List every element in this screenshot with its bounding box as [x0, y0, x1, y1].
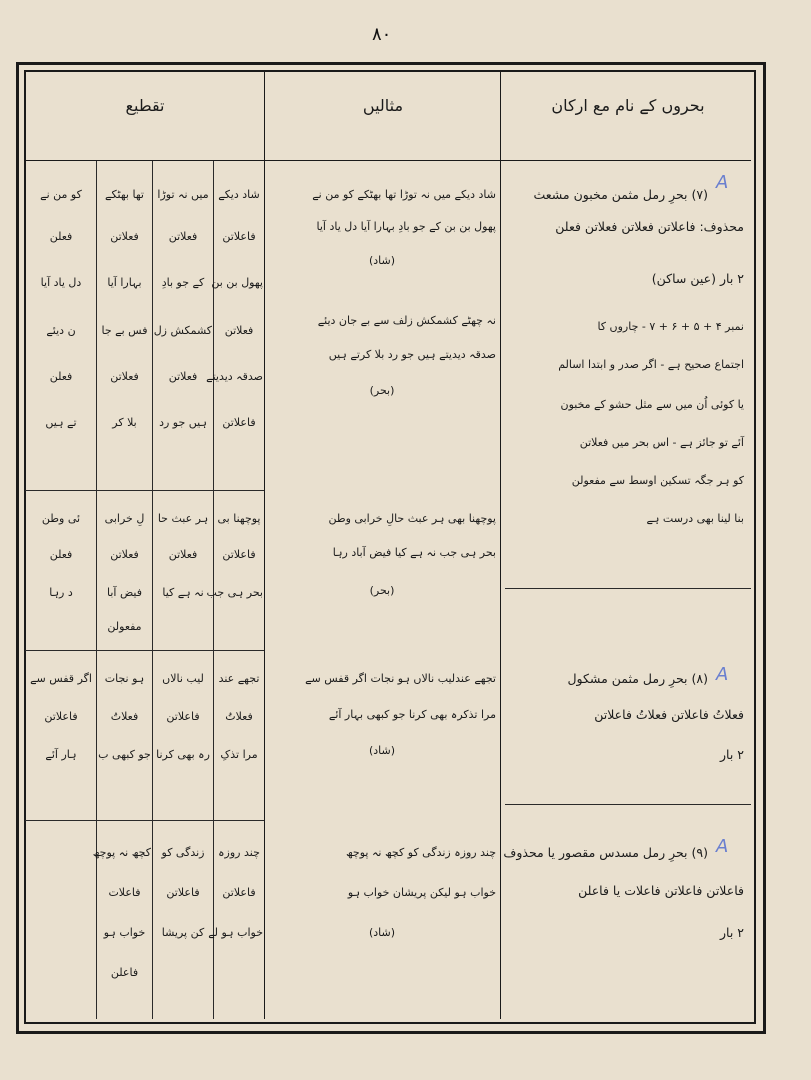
header-bahr: بحروں کے نام مع ارکان	[551, 96, 705, 115]
taqti-cell: فعلن	[49, 230, 73, 243]
divider-taqti-misalein	[264, 71, 265, 1019]
taqti-cell: فاعلن	[110, 966, 139, 979]
bahr-name: (۷) بحرِ رمل مثمن مخبون مشعث	[533, 187, 708, 202]
margin-mark: A	[716, 172, 729, 193]
taqti-subcol-2	[152, 161, 153, 1019]
bahr-note: ۲ بار	[719, 925, 744, 940]
taqti-cell: کے جو بادِ	[161, 276, 205, 289]
taqti-cell: فاعلاتن	[166, 886, 200, 899]
taqti-cell: فاعلاتن	[222, 416, 256, 429]
example-line: شاد دیکے میں نہ توڑا تھا بھٹکے کو من نے	[312, 188, 496, 201]
taqti-cell: فعلاتن	[168, 548, 198, 561]
taqti-cell: ہو نجات	[104, 672, 145, 685]
taqti-cell: اگر قفس سے	[30, 672, 92, 685]
taqti-cell: نہ ہے کیا	[162, 586, 204, 599]
taqti-cell: فاعلات	[108, 886, 141, 899]
bahr-name: (۸) بحرِ رمل مثمن مشکول	[567, 671, 708, 686]
taqti-cell: بحر ہی جب	[206, 586, 263, 599]
taqti-row-separator-3	[25, 820, 264, 821]
header-rule	[25, 160, 751, 161]
taqti-cell: تجھے عند	[218, 672, 260, 685]
taqti-cell: کچھ نہ پوچھ	[92, 846, 151, 859]
taqti-cell: میں نہ توڑا	[157, 188, 209, 201]
margin-mark: A	[716, 836, 729, 857]
divider-misalein-bahr	[500, 71, 501, 1019]
taqti-cell: فعلاتن	[110, 370, 139, 383]
example-line: بحر ہی جب نہ ہے کیا فیض آباد رہا	[332, 546, 496, 559]
taqti-cell: جو کبھی ب	[98, 748, 151, 761]
taqti-cell: فاعلاتن	[44, 710, 78, 723]
taqti-cell: فعلاتن	[110, 230, 139, 243]
taqti-cell: پھول بن بن	[211, 276, 263, 289]
taqti-cell: بہارا آیا	[107, 276, 142, 289]
taqti-cell: لیب نالاں	[162, 672, 204, 685]
bahr-arkan: محذوف: فاعلاتن فعلاتن فعلاتن فعلن	[555, 219, 744, 234]
bahr-note: آئے تو جائز ہے - اس بحر میں فعلاتن	[579, 436, 744, 449]
taqti-cell: فعلاتن	[168, 370, 198, 383]
taqti-cell: تے ہیں	[45, 416, 77, 429]
taqti-cell: ہر عبث حا	[157, 512, 209, 525]
example-poet: (بحر)	[369, 584, 395, 597]
bahr-row-separator-1	[505, 588, 751, 589]
taqti-cell: فعلاتن	[110, 548, 139, 561]
bahr-note: یا کوئی اُن میں سے مثل حشو کے مخبون	[560, 398, 744, 411]
taqti-cell: دل یاد آیا	[40, 276, 82, 289]
taqti-subcol-1	[96, 161, 97, 1019]
example-line: پھول بن بن کے جو بادِ بہارا آیا دل یاد آیا	[316, 220, 496, 233]
taqti-cell: فعلاتن	[168, 230, 198, 243]
taqti-cell: شاد دیکے	[218, 188, 260, 201]
example-line: تجھے عندلیب نالاں ہو نجات اگر قفس سے	[305, 672, 496, 685]
bahr-note: اجتماع صحیح ہے - اگر صدر و ابتدا اسالم	[558, 358, 744, 371]
taqti-cell: زندگی کو	[161, 846, 205, 859]
example-line: نہ چھٹے کشمکش زلف سے بے جان دیئے	[317, 314, 496, 327]
taqti-cell: لِ خرابی	[104, 512, 145, 525]
bahr-note: ۲ بار (عین ساکن)	[651, 271, 744, 286]
example-poet: (بحر)	[369, 384, 395, 397]
example-line: پوچھنا بھی ہر عبث حالِ خرابی وطن	[328, 512, 496, 525]
page-number: ۸۰	[372, 24, 392, 45]
taqti-cell: مفعولن	[107, 620, 142, 633]
bahr-note: ۲ بار	[719, 747, 744, 762]
taqti-cell: فعلاتُ	[225, 710, 253, 723]
taqti-cell: فاعلاتن	[222, 548, 256, 561]
taqti-cell: چند روزہ	[218, 846, 260, 859]
taqti-cell: فیض آبا	[106, 586, 143, 599]
taqti-cell: فعلن	[49, 370, 73, 383]
example-line: چند روزہ زندگی کو کچھ نہ پوچھ	[345, 846, 496, 859]
bahr-note: بنا لینا بھی درست ہے	[646, 512, 744, 525]
example-poet: (شاد)	[368, 926, 396, 939]
taqti-cell: فاعلاتن	[222, 230, 256, 243]
bahr-note: کو ہر جگہ تسکین اوسط سے مفعولن	[571, 474, 744, 487]
taqti-cell: فس بے جا	[101, 324, 148, 337]
taqti-cell: کن پریشا	[161, 926, 205, 939]
example-line: خواب ہو لیکن پریشان خواب ہو	[347, 886, 496, 899]
bahr-note: نمبر ۴ + ۵ + ۶ + ۷ - چاروں کا	[597, 320, 744, 333]
taqti-cell: فعلن	[49, 548, 73, 561]
taqti-row-separator-2	[25, 650, 264, 651]
taqti-cell: کو من نے	[40, 188, 82, 201]
taqti-cell: رہ بھی کرنا	[156, 748, 210, 761]
bahr-arkan: فعلاتُ فاعلاتن فعلاتُ فاعلاتن	[594, 707, 744, 722]
bahr-name: (۹) بحرِ رمل مسدس مقصور یا محذوف	[503, 845, 708, 860]
margin-mark: A	[716, 664, 729, 685]
taqti-cell: خواب ہو لے	[208, 926, 263, 939]
taqti-cell: خواب ہو	[103, 926, 146, 939]
taqti-cell: فاعلاتن	[222, 886, 256, 899]
taqti-cell: ہار آئے	[45, 748, 77, 761]
taqti-cell: بلا کر	[112, 416, 137, 429]
taqti-cell: ہیں جو رد	[159, 416, 207, 429]
taqti-row-separator-1	[25, 490, 264, 491]
example-poet: (شاد)	[368, 254, 396, 267]
taqti-cell: فعلاتن	[224, 324, 254, 337]
taqti-cell: پوچھنا بی	[217, 512, 261, 525]
taqti-cell: ن دیئے	[46, 324, 76, 337]
example-line: صدقہ دیدیتے ہیں جو رد بلا کرتے ہیں	[328, 348, 496, 361]
header-misalein: مثالیں	[362, 96, 404, 115]
bahr-arkan: فاعلاتن فاعلاتن فاعلات یا فاعلن	[578, 883, 744, 898]
taqti-cell: د رہا	[49, 586, 73, 599]
example-line: مرا تذکرہ بھی کرنا جو کبھی بہار آئے	[328, 708, 496, 721]
taqti-cell: فعلاتُ	[110, 710, 139, 723]
taqti-cell: فاعلاتن	[166, 710, 200, 723]
taqti-cell: ئی وطن	[41, 512, 81, 525]
bahr-row-separator-2	[505, 804, 751, 805]
example-poet: (شاد)	[368, 744, 396, 757]
taqti-cell: صدقہ دیدیتے	[206, 370, 263, 383]
taqti-cell: مرا تذکِ	[220, 748, 258, 761]
taqti-cell: کشمکش زل	[153, 324, 212, 337]
header-taqti: تقطیع	[125, 96, 165, 115]
taqti-cell: تھا بھٹکے	[105, 188, 144, 201]
